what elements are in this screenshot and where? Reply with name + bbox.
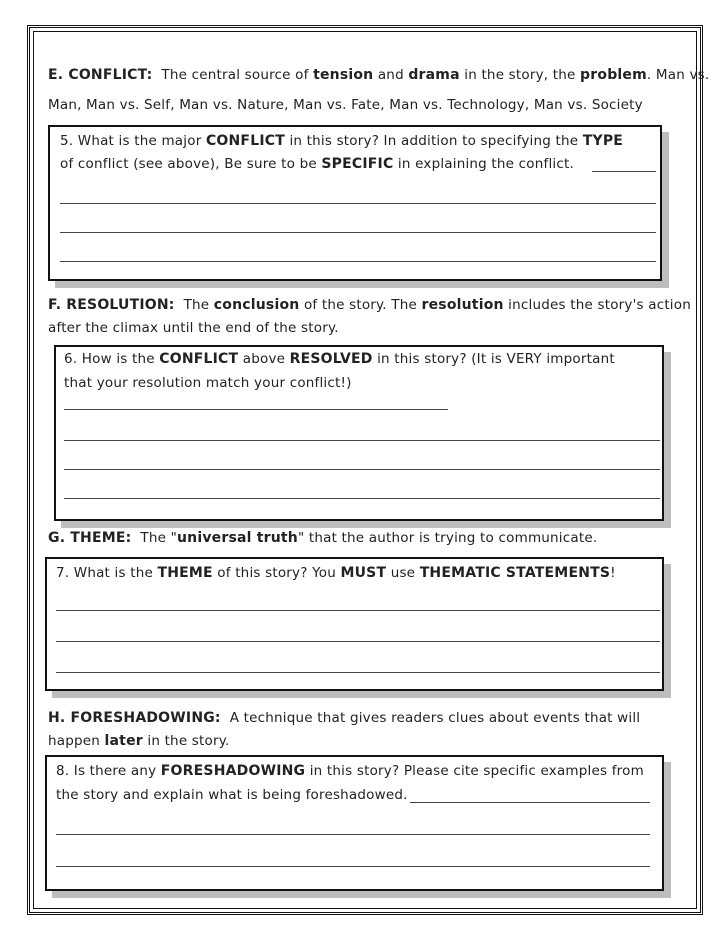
resolution-heading: F. RESOLUTION: — [48, 297, 175, 313]
foreshadowing-question-line-2: the story and explain what is being foreshadowed. — [56, 787, 408, 803]
conflict-answer-line-3[interactable] — [60, 261, 656, 262]
conflict-question-line-2: of conflict (see above), Be sure to be SPECIFIC in explaining the conflict. — [60, 156, 574, 172]
foreshadowing-answer-line-1[interactable] — [56, 834, 650, 835]
resolution-answer-line-1[interactable] — [64, 440, 660, 441]
foreshadowing-heading: H. FORESHADOWING: — [48, 710, 221, 726]
resolution-answer-blank-inline[interactable] — [64, 409, 448, 410]
conflict-heading: E. CONFLICT: — [48, 67, 153, 83]
conflict-question-line-1: 5. What is the major CONFLICT in this story? In addition to specifying the TYPE — [60, 133, 624, 149]
conflict-intro-line-2: Man, Man vs. Self, Man vs. Nature, Man vs. Fate, Man vs. Technology, Man vs. Society — [48, 97, 643, 113]
conflict-answer-line-2[interactable] — [60, 232, 656, 233]
foreshadowing-question-line-1: 8. Is there any FORESHADOWING in this story? Please cite specific examples from — [56, 763, 644, 779]
conflict-intro-line-1: E. CONFLICT: The central source of tension and drama in the story, the problem. Man vs. — [48, 67, 710, 83]
conflict-answer-blank-inline[interactable] — [592, 171, 656, 172]
resolution-intro-line-2: after the climax until the end of the story. — [48, 320, 339, 336]
resolution-question-line-2: that your resolution match your conflict!) — [64, 375, 352, 391]
foreshadowing-answer-line-2[interactable] — [56, 866, 650, 867]
conflict-answer-line-1[interactable] — [60, 203, 656, 204]
resolution-question-line-1: 6. How is the CONFLICT above RESOLVED in this story? (It is VERY important — [64, 351, 615, 367]
theme-answer-line-2[interactable] — [56, 641, 660, 642]
foreshadowing-intro-line-1: H. FORESHADOWING: A technique that gives readers clues about events that will — [48, 710, 641, 726]
resolution-answer-line-3[interactable] — [64, 498, 660, 499]
theme-heading: G. THEME: — [48, 530, 132, 546]
resolution-intro-line-1: F. RESOLUTION: The conclusion of the story. The resolution includes the story's action — [48, 297, 691, 313]
theme-question-line-1: 7. What is the THEME of this story? You MUST use THEMATIC STATEMENTS! — [56, 565, 616, 581]
foreshadowing-intro-line-2: happen later in the story. — [48, 733, 230, 749]
foreshadowing-answer-blank-inline[interactable] — [410, 802, 650, 803]
theme-answer-line-3[interactable] — [56, 672, 660, 673]
theme-intro-line-1: G. THEME: The "universal truth" that the author is trying to communicate. — [48, 530, 598, 546]
resolution-answer-line-2[interactable] — [64, 469, 660, 470]
theme-answer-line-1[interactable] — [56, 610, 660, 611]
